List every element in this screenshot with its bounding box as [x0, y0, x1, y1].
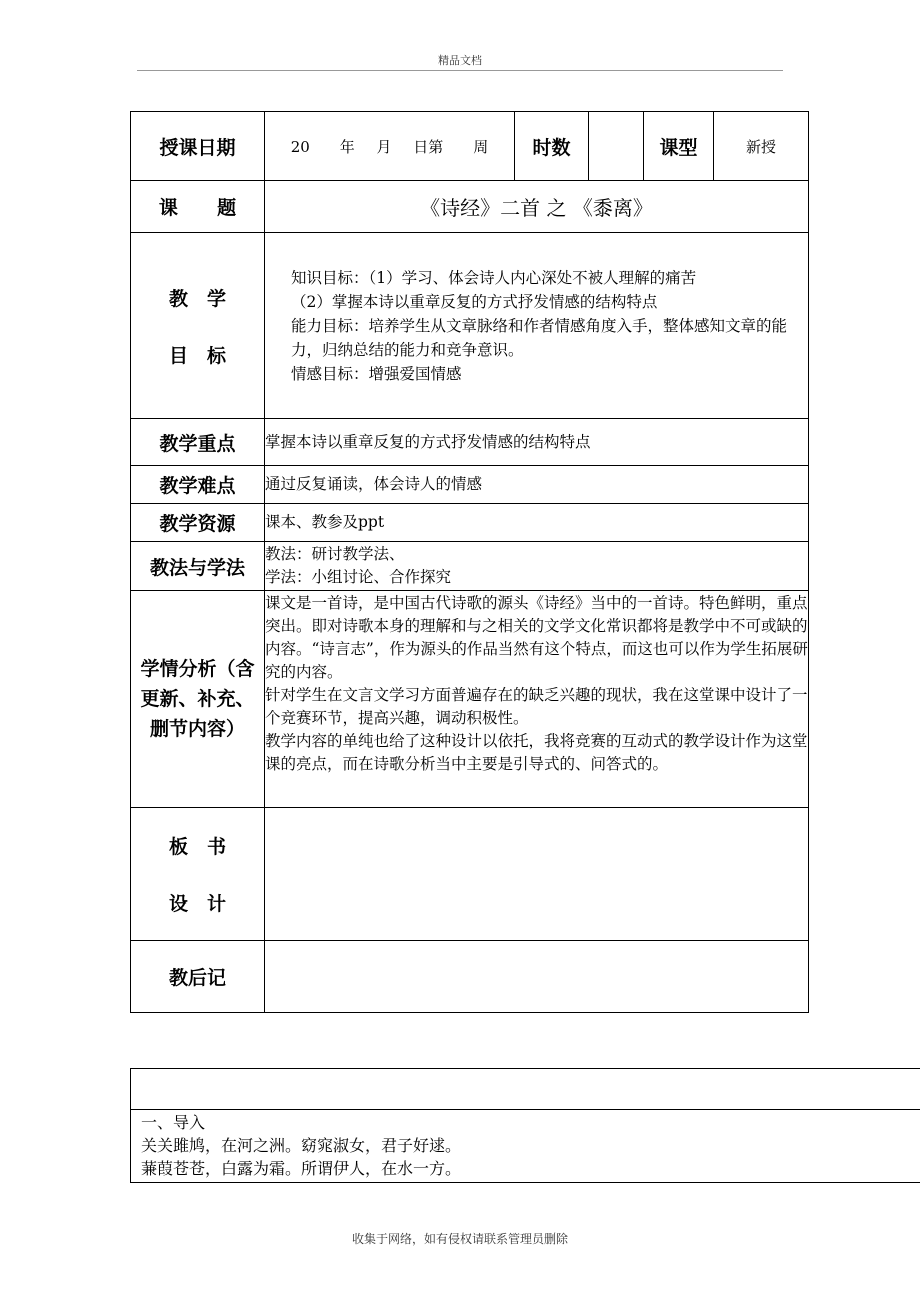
objectives-cell — [265, 233, 809, 419]
page-footer: 收集于网络，如有侵权请联系管理员删除 — [351, 1232, 568, 1246]
intro-divider — [131, 1109, 920, 1110]
intro-poem-line-2: 蒹葭苍苍，白露为霜。所谓伊人，在水一方。 — [141, 1159, 462, 1178]
intro-content — [141, 1111, 461, 1180]
intro-heading: 一、导入 — [141, 1113, 206, 1132]
objectives-label-1: 教 学 — [168, 287, 226, 310]
date-value: 20 年 月 日第 周 — [265, 112, 515, 181]
type-label: 课型 — [644, 112, 714, 181]
intro-poem-line-1: 关关雎鸠，在河之洲。窈窕淑女，君子好逑。 — [141, 1136, 462, 1155]
reflection-label: 教后记 — [131, 941, 265, 1013]
intro-box — [130, 1068, 920, 1183]
board-value — [265, 808, 809, 941]
learning-method: 学法：小组讨论、合作探究 — [265, 568, 452, 586]
board-label-1: 板 书 — [168, 836, 226, 858]
difficulties-label: 教学难点 — [131, 466, 265, 504]
objectives-label-2: 目 标 — [168, 344, 226, 367]
header-rule — [137, 70, 783, 71]
type-value: 新授 — [714, 112, 809, 181]
analysis-cell — [265, 591, 809, 808]
analysis-para-2: 针对学生在文言文学习方面普遍存在的缺乏兴趣的现状，我在这堂课中设计了一个竞赛环节，提高兴趣，调动积极性。 — [265, 686, 808, 727]
board-label-2: 设 计 — [168, 893, 226, 915]
objectives-label — [131, 233, 265, 419]
topic-label-2: 题 — [217, 197, 237, 219]
objective-knowledge-2: （2）掌握本诗以重章反复的方式抒发情感的结构特点 — [291, 292, 658, 311]
board-label — [131, 808, 265, 941]
analysis-label: 学情分析（含更新、补充、删节内容） — [131, 591, 265, 808]
resources-value: 课本、教参及ppt — [265, 504, 809, 542]
teaching-method: 教法：研讨教学法、 — [265, 545, 405, 563]
page-header: 精品文档 — [438, 54, 482, 67]
topic-value: 《诗经》二首 之 《黍离》 — [265, 181, 809, 233]
methods-label: 教法与学法 — [131, 542, 265, 591]
topic-label — [131, 181, 265, 233]
key-points-label: 教学重点 — [131, 419, 265, 466]
hours-label: 时数 — [515, 112, 589, 181]
lesson-plan-table — [130, 111, 809, 1013]
topic-label-1: 课 — [158, 197, 178, 219]
objective-knowledge: 知识目标：（1）学习、体会诗人内心深处不被人理解的痛苦 — [291, 268, 697, 287]
date-label: 授课日期 — [131, 112, 265, 181]
reflection-value — [265, 941, 809, 1013]
analysis-para-3: 教学内容的单纯也给了这种设计以依托，我将竞赛的互动式的教学设计作为这堂课的亮点，而在诗歌分析当中主要是引导式的、问答式的。 — [265, 732, 808, 773]
hours-value — [589, 112, 644, 181]
resources-label: 教学资源 — [131, 504, 265, 542]
objective-ability: 能力目标：培养学生从文章脉络和作者情感角度入手，整体感知文章的能力，归纳总结的能力和竞争意识。 — [291, 316, 788, 359]
objective-emotion: 情感目标：增强爱国情感 — [291, 364, 462, 383]
methods-cell — [265, 542, 809, 591]
key-points-value: 掌握本诗以重章反复的方式抒发情感的结构特点 — [265, 419, 809, 466]
analysis-para-1: 课文是一首诗，是中国古代诗歌的源头《诗经》当中的一首诗。特色鲜明，重点突出。即对诗歌本身的理解和与之相关的文学文化常识都将是教学中不可或缺的内容。“诗言志”，作为源头的作品当然有这个特点，而这也可以作为学生拓展研究的内容。 — [265, 594, 808, 681]
difficulties-value: 通过反复诵读，体会诗人的情感 — [265, 466, 809, 504]
